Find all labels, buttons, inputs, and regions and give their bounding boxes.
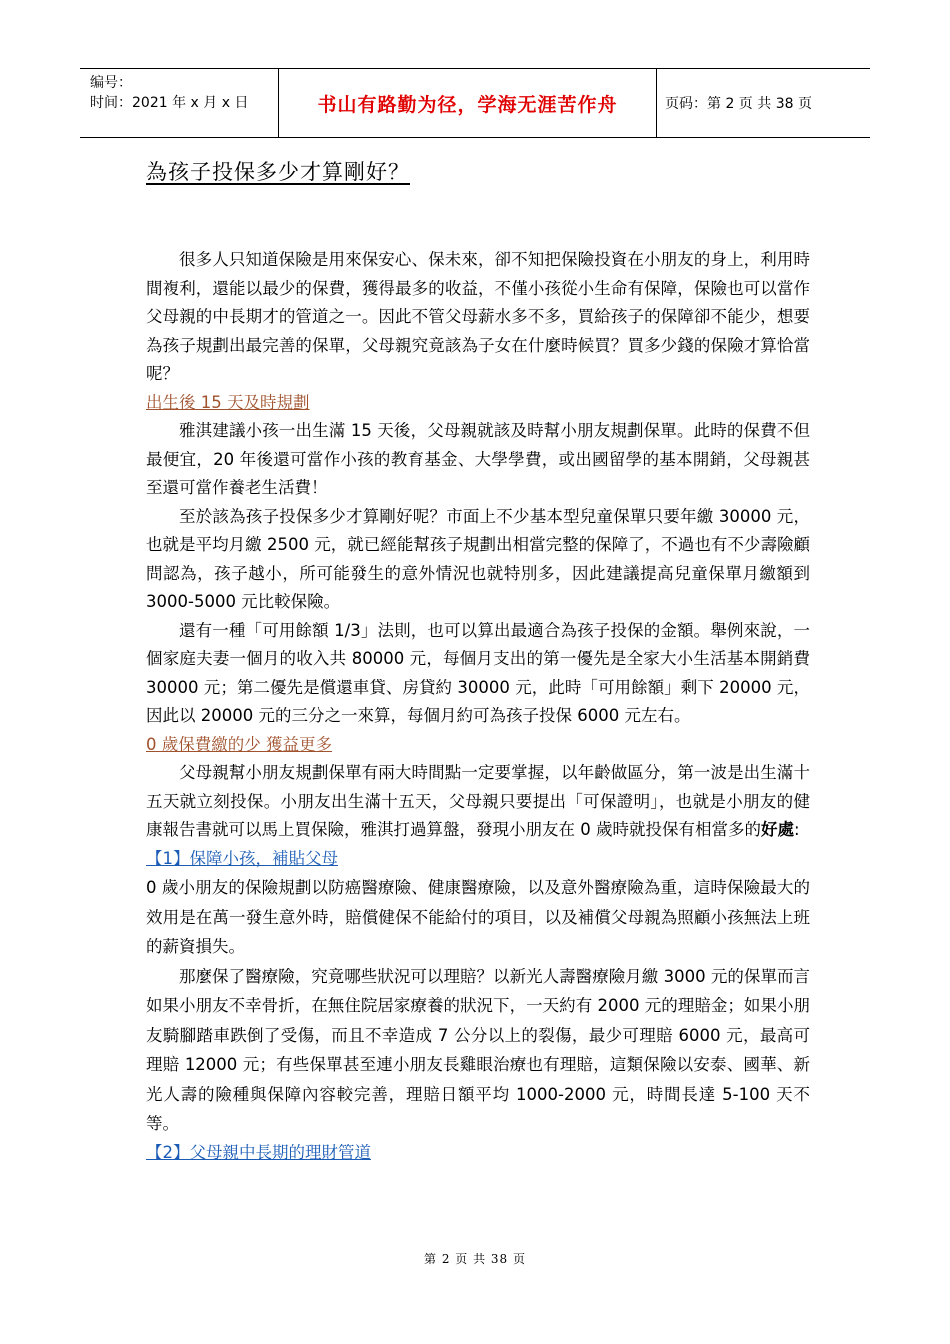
header-meta: [80, 69, 279, 137]
document-title: 為孩子投保多少才算剛好？: [146, 160, 410, 184]
document-number: 编号：: [90, 75, 132, 91]
page-header: [80, 68, 870, 138]
section2-paragraph-1-text: 父母親幫小朋友規劃保單有兩大時間點一定要掌握，以年齡做區分，第一波是出生滿十五天就立刻投保。小朋友出生滿十五天，父母親只要提出「可保證明」，也就是小朋友的健康報告書就可以馬上買保險，雅淇打過算盤，發現小朋友在 0 歲時就投保有相當多的: [146, 763, 810, 839]
document-body: [146, 246, 810, 1167]
document-date: 时间：2021 年 x 月 x 日: [90, 95, 249, 111]
header-motto: 书山有路勤为径，学海无涯苦作舟: [279, 69, 657, 137]
section2-paragraph-1-bold: 好處: [761, 820, 794, 839]
section-heading-age-zero: 0 歲保費繳的少 獲益更多: [146, 734, 332, 754]
page-footer: 第 2 页 共 38 页: [424, 1252, 526, 1266]
section1-paragraph-1: 雅淇建議小孩一出生滿 15 天後，父母親就該及時幫小朋友規劃保單。此時的保費不但最便宜，20 年後還可當作小孩的教育基金、大學學費，或出國留學的基本開銷，父母親甚至還可當作養老生活費！: [146, 421, 810, 497]
subsection1-paragraph-1: 0 歲小朋友的保險規劃以防癌醫療險、健康醫療險，以及意外醫療險為重，這時保險最大的效用是在萬一發生意外時，賠償健保不能給付的項目，以及補償父母親為照顧小孩無法上班的薪資損失。: [146, 878, 810, 956]
section1-paragraph-3: 還有一種「可用餘額 1/3」法則，也可以算出最適合為孩子投保的金額。舉例來說，一個家庭夫妻一個月的收入共 80000 元，每個月支出的第一優先是全家大小生活基本開銷費 30000 元；第二優先是償還車貸、房貸約 30000 元，此時「可用餘額」剩下 20000 元，因此以 20000 元的三分之一來算，每個月約可為孩子投保 6000 元左右。: [146, 620, 810, 725]
section-heading-birth-15-days: 出生後 15 天及時規劃: [146, 392, 310, 412]
section2-paragraph-1-end: :: [794, 820, 800, 839]
intro-paragraph: 很多人只知道保險是用來保安心、保未來，卻不知把保險投資在小朋友的身上，利用時間複利，還能以最少的保費，獲得最多的收益，不僅小孩從小生命有保障，保險也可以當作父母親的中長期才的管道之一。因此不管父母薪水多不多，買給孩子的保障卻不能少，想要為孩子規劃出最完善的保單，父母親究竟該為子女在什麼時候買？買多少錢的保險才算恰當呢？: [146, 250, 810, 383]
subsection-heading-2: 【2】父母親中長期的理財管道: [146, 1142, 371, 1162]
section2-paragraph-1: [146, 759, 810, 845]
section1-paragraph-2: 至於該為孩子投保多少才算剛好呢？市面上不少基本型兒童保單只要年繳 30000 元，也就是平均月繳 2500 元，就已經能幫孩子規劃出相當完整的保障了，不過也有不少壽險顧問認為，孩子越小，所可能發生的意外情況也就特別多，因此建議提高兒童保單月繳額到 3000-5000 元比較保險。: [146, 506, 810, 611]
subsection-heading-1: 【1】保障小孩，補貼父母: [146, 848, 338, 868]
subsection1-paragraph-2: 那麼保了醫療險，究竟哪些狀況可以理賠？以新光人壽醫療險月繳 3000 元的保單而言 如果小朋友不幸骨折，在無住院居家療養的狀況下，一天約有 2000 元的理賠金；如果小朋友騎腳踏車跌倒了受傷，而且不幸造成 7 公分以上的裂傷，最少可理賠 6000 元，最高可理賠 12000 元；有些保單甚至連小朋友長雞眼治療也有理賠，這類保險以安泰、國華、新光人壽的險種與保障內容較完善，理賠日額平均 1000-2000 元，時間長達 5-100 天不等。: [146, 966, 810, 1133]
header-page-info: 页码：第 2 页 共 38 页: [665, 96, 812, 112]
